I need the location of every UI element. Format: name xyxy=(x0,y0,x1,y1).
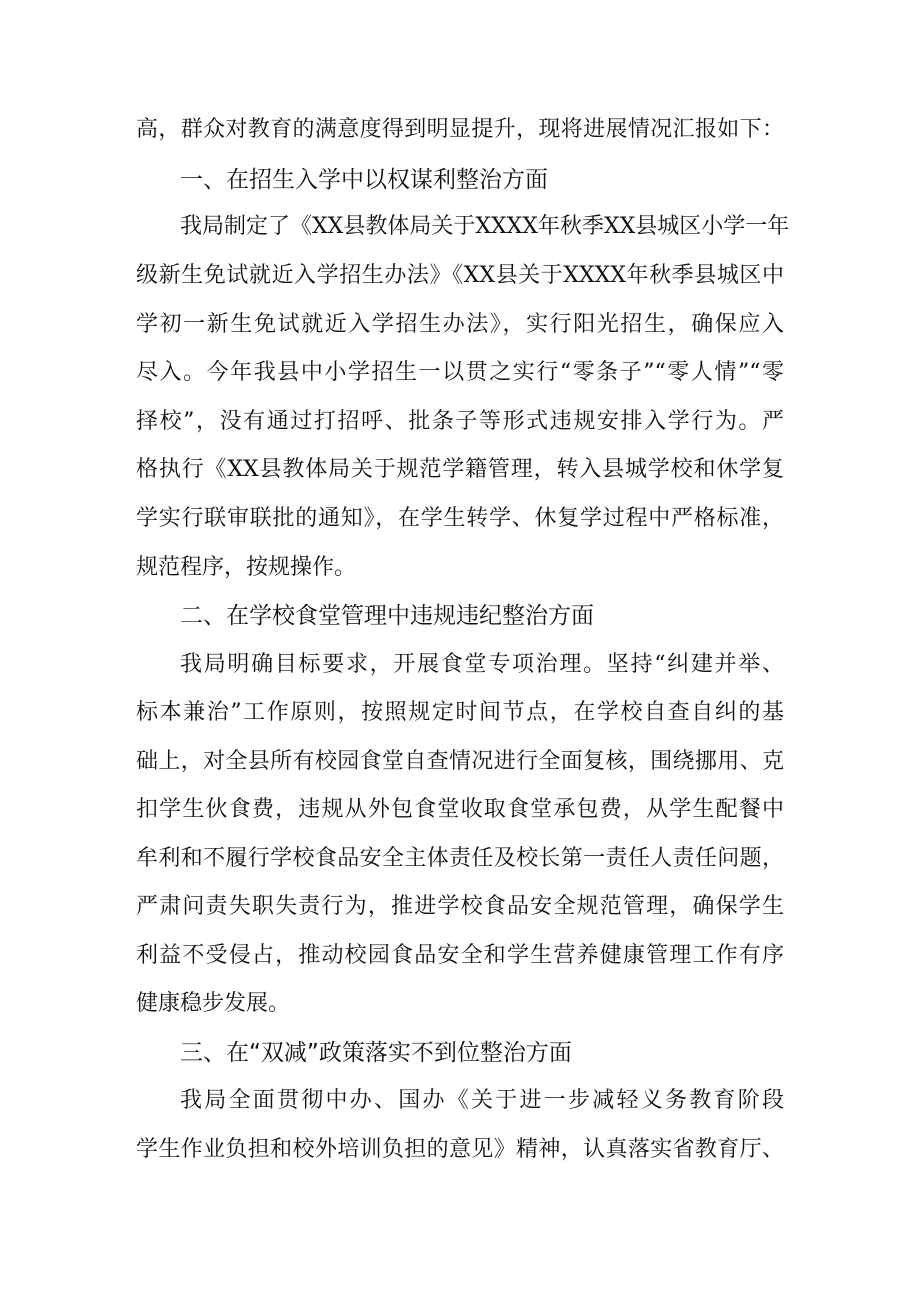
body-line: 学生作业负担和校外培训负担的意见》精神，认真落实省教育厅、 xyxy=(136,1137,784,1162)
section-heading-3: 三、在“双减”政策落实不到位整治方面 xyxy=(180,1040,572,1066)
body-line: 健康稳步发展。 xyxy=(136,991,291,1016)
body-line: 尽入。今年我县中小学招生一以贯之实行“零条子”“零人情”“零 xyxy=(136,360,784,385)
body-line: 牟利和不履行学校食品安全主体责任及校长第一责任人责任问题， xyxy=(136,846,784,871)
body-line: 学初一新生免试就近入学招生办法》，实行阳光招生，确保应入 xyxy=(136,312,784,337)
body-line: 我局明确目标要求，开展食堂专项治理。坚持“纠建并举、 xyxy=(180,652,784,677)
body-line: 高，群众对教育的满意度得到明显提升，现将进展情况汇报如下： xyxy=(136,117,784,142)
section-heading-2: 二、在学校食堂管理中违规违纪整治方面 xyxy=(180,603,594,629)
body-line: 规范程序，按规操作。 xyxy=(136,555,357,580)
body-line: 严肃问责失职失责行为，推进学校食品安全规范管理，确保学生 xyxy=(136,894,784,919)
body-line: 扣学生伙食费，违规从外包食堂收取食堂承包费，从学生配餐中 xyxy=(136,797,784,822)
body-line: 利益不受侵占，推动校园食品安全和学生营养健康管理工作有序 xyxy=(136,943,784,968)
body-line: 级新生免试就近入学招生办法》《XX县关于XXXX年秋季县城区中 xyxy=(136,263,784,288)
section-heading-1: 一、在招生入学中以权谋利整治方面 xyxy=(180,167,548,193)
body-line: 格执行《XX县教体局关于规范学籍管理，转入县城学校和休学复 xyxy=(136,457,784,482)
body-line: 础上，对全县所有校园食堂自查情况进行全面复核，围绕挪用、克 xyxy=(136,749,784,774)
body-line: 标本兼治”工作原则，按照规定时间节点，在学校自查自纠的基 xyxy=(136,700,784,725)
body-line: 学实行联审联批的通知》，在学生转学、休复学过程中严格标准， xyxy=(136,506,784,531)
body-line: 我局全面贯彻中办、国办《关于进一步减轻义务教育阶段 xyxy=(180,1088,784,1113)
body-line: 择校”，没有通过打招呼、批条子等形式违规安排入学行为。严 xyxy=(136,409,784,434)
body-line: 我局制定了《XX县教体局关于XXXX年秋季XX县城区小学一年 xyxy=(180,214,790,239)
